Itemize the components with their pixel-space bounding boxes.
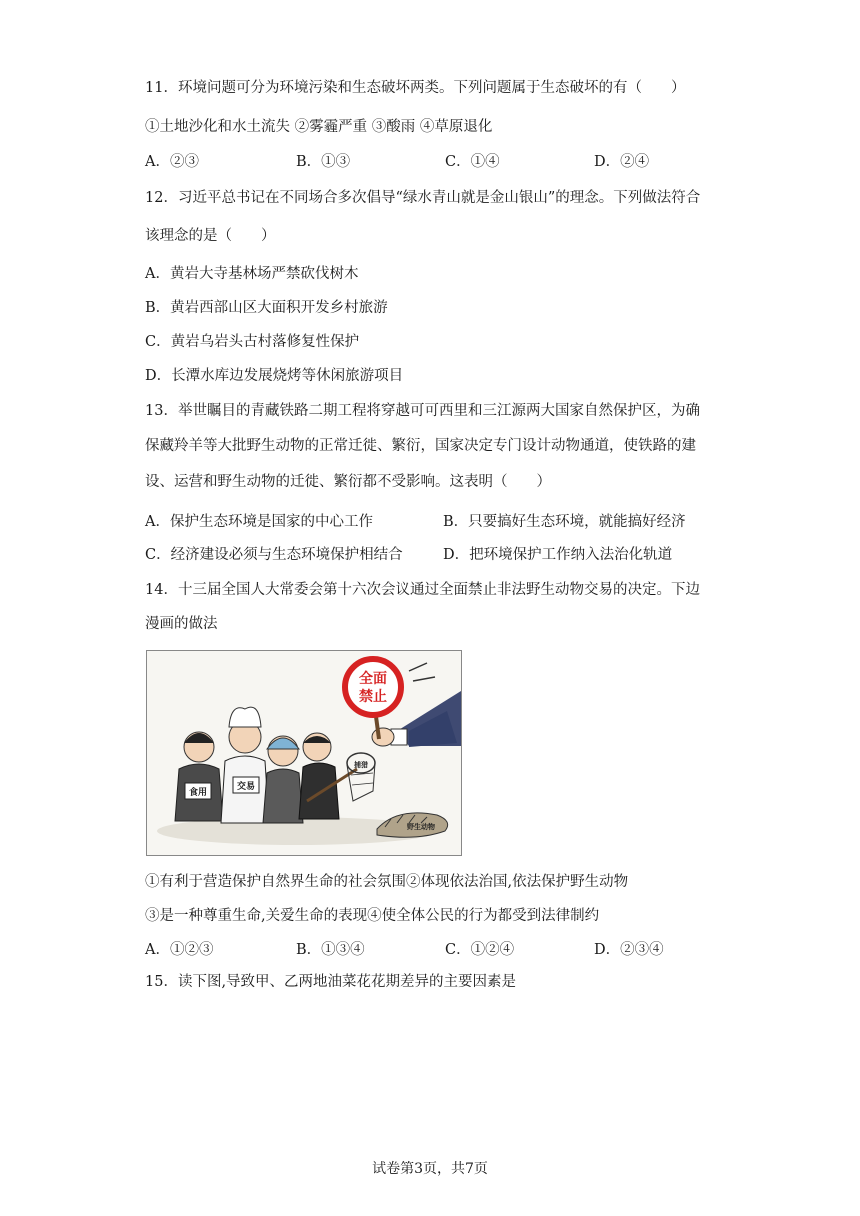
q14-option-a: A．①②③ xyxy=(145,942,214,958)
q13-option-c: C．经济建设必须与生态环境保护相结合 xyxy=(145,547,403,563)
q13-stem-line3: 设、运营和野生动物的迁徙、繁衍都不受影响。这表明（ ） xyxy=(145,474,551,490)
q15-stem: 15．读下图,导致甲、乙两地油菜花花期差异的主要因素是 xyxy=(145,974,517,990)
q14-stem-line1: 14．十三届全国人大常委会第十六次会议通过全面禁止非法野生动物交易的决定。下边 xyxy=(145,582,700,598)
q11-stem: 11．环境问题可分为环境污染和生态破坏两类。下列问题属于生态破坏的有（ ） xyxy=(145,80,686,96)
q13-option-b: B．只要搞好生态环境，就能搞好经济 xyxy=(443,514,686,530)
q14-option-c: C．①②④ xyxy=(445,942,515,958)
q11-option-d: D．②④ xyxy=(594,154,650,170)
q11-items: ①土地沙化和水土流失 ②雾霾严重 ③酸雨 ④草原退化 xyxy=(145,119,493,135)
q14-option-d: D．②③④ xyxy=(594,942,664,958)
q12-stem-line2: 该理念的是（ ） xyxy=(145,228,276,244)
q12-option-c: C．黄岩乌岩头古村落修复性保护 xyxy=(145,334,360,350)
q14-option-b: B．①③④ xyxy=(296,942,365,958)
q12-option-b: B．黄岩西部山区大面积开发乡村旅游 xyxy=(145,300,388,316)
q11-option-a: A．②③ xyxy=(145,154,199,170)
label-eat: 食用 xyxy=(188,788,208,798)
q14-items-line2: ③是一种尊重生命,关爱生命的表现④使全体公民的行为都受到法律制约 xyxy=(145,908,600,924)
q13-stem-line2: 保藏羚羊等大批野生动物的正常迁徙、繁衍，国家决定专门设计动物通道，使铁路的建 xyxy=(145,438,696,454)
q11-option-c: C．①④ xyxy=(445,154,500,170)
q13-stem-line1: 13．举世瞩目的青藏铁路二期工程将穿越可可西里和三江源两大国家自然保护区，为确 xyxy=(145,403,700,419)
cartoon-illustration xyxy=(147,651,461,855)
q14-cartoon xyxy=(146,650,462,856)
label-catch: 捕猎 xyxy=(354,761,368,769)
q14-stem-line2: 漫画的做法 xyxy=(145,616,218,632)
q11-option-b: B．①③ xyxy=(296,154,351,170)
q12-option-a: A．黄岩大寺基林场严禁砍伐树木 xyxy=(145,266,359,282)
label-animal: 野生动物 xyxy=(407,823,435,831)
page-footer: 试卷第3页，共7页 xyxy=(372,1161,488,1177)
q14-items-line1: ①有利于营造保护自然界生命的社会氛围②体现依法治国,依法保护野生动物 xyxy=(145,874,629,890)
q13-option-d: D．把环境保护工作纳入法治化轨道 xyxy=(443,547,673,563)
q12-option-d: D．长潭水库边发展烧烤等休闲旅游项目 xyxy=(145,368,404,384)
q13-option-a: A．保护生态环境是国家的中心工作 xyxy=(145,514,373,530)
q12-stem-line1: 12．习近平总书记在不同场合多次倡导“绿水青山就是金山银山”的理念。下列做法符合 xyxy=(145,190,701,206)
sign-text-line1: 全面 xyxy=(359,671,387,687)
sign-text-line2: 禁止 xyxy=(359,689,387,705)
label-trade: 交易 xyxy=(236,782,256,792)
